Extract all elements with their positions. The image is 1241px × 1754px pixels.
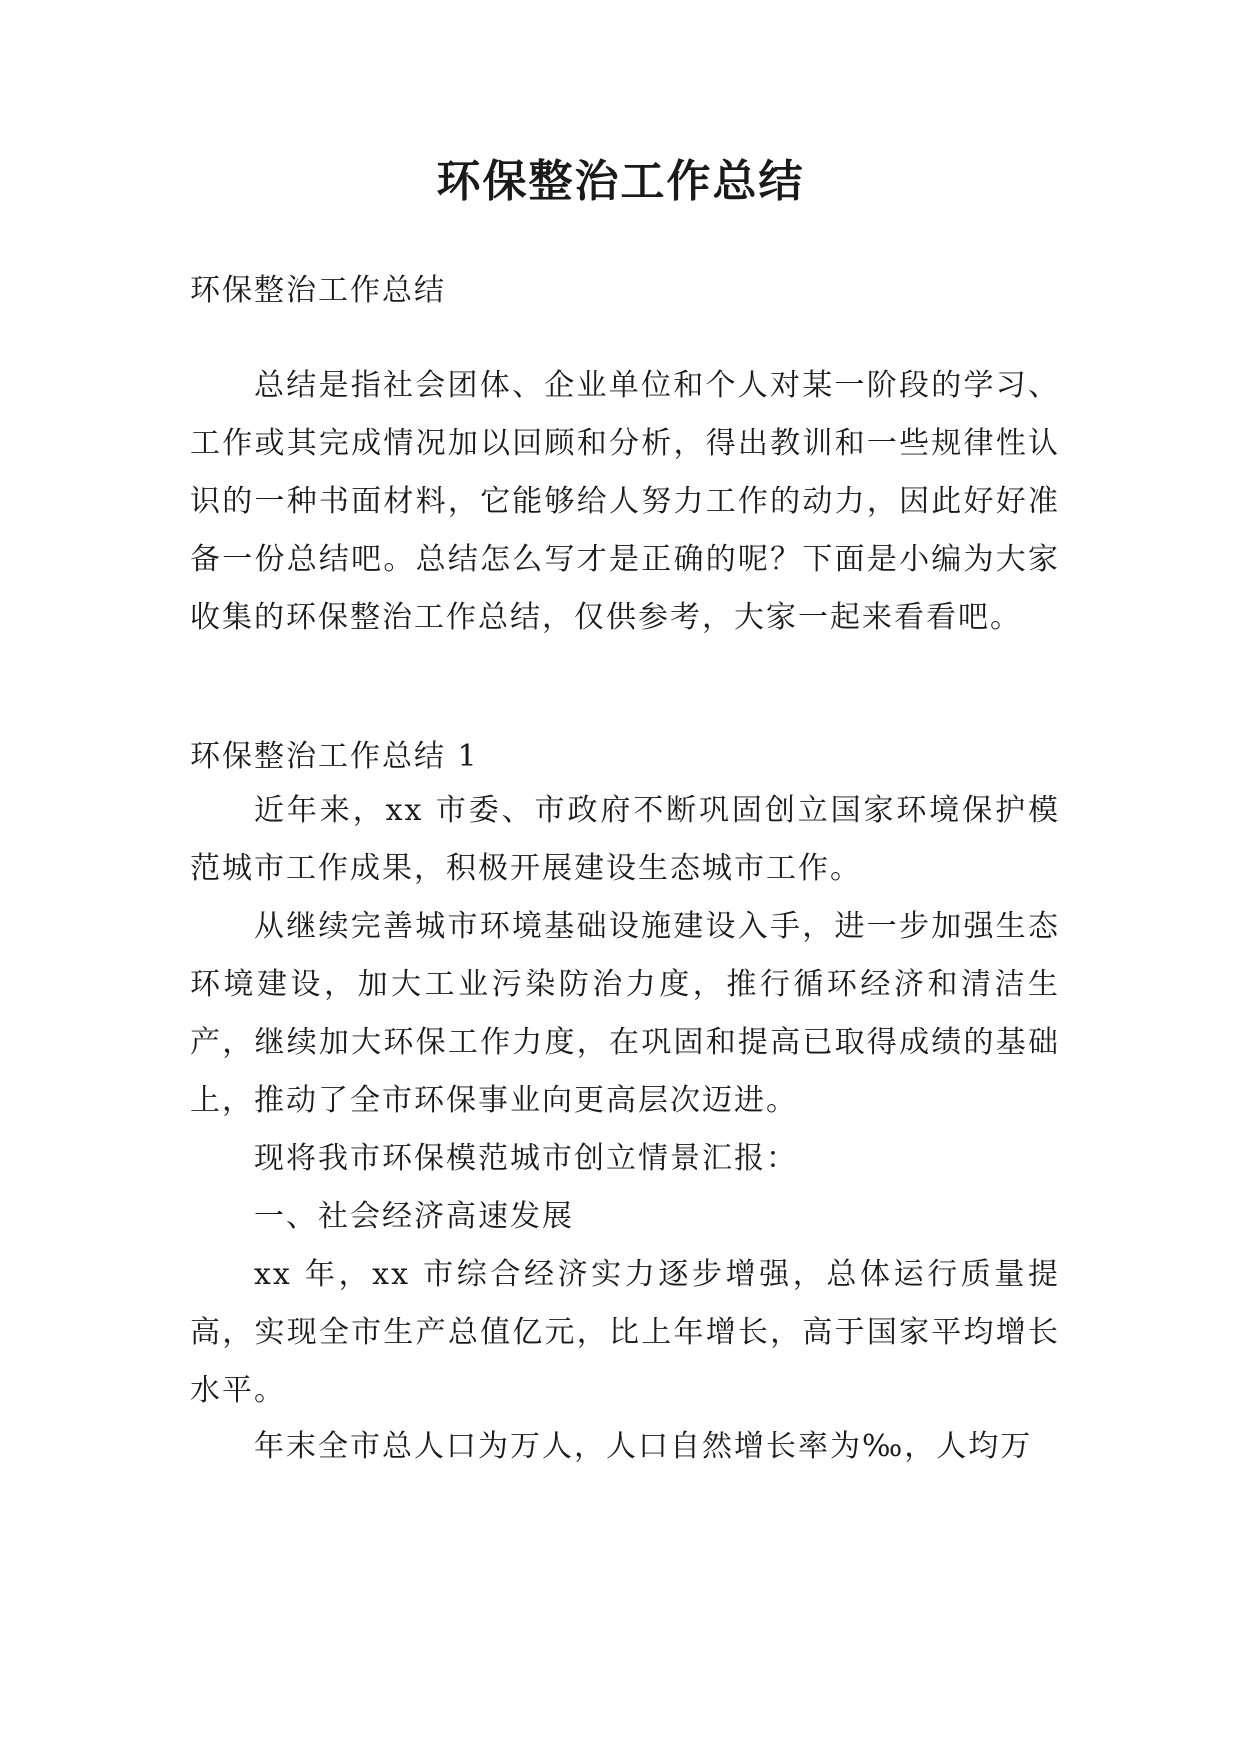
document-title: 环保整治工作总结 [436,156,805,207]
body-paragraph: 年末全市总人口为万人，人口自然增长率为‰，人均万 [254,1429,1033,1464]
section-heading: 环保整治工作总结 1 [190,739,479,774]
body-paragraph: 从继续完善城市环境基础设施建设入手，进一步加强生态环境建设，加大工业污染防治力度，推行循环经济和清洁生产，继续加大环保工作力度，在巩固和提高已取得成绩的基础上，推动了全市环保事业向更高层次迈进。 [190,909,1060,1118]
body-paragraph: xx 年，xx 市综合经济实力逐步增强，总体运行质量提高，实现全市生产总值亿元，比上年增长，高于国家平均增长水平。 [190,1257,1060,1408]
body-paragraph: 一、社会经济高速发展 [254,1199,574,1234]
body-paragraph: 现将我市环保模范城市创立情景汇报： [254,1141,798,1176]
intro-paragraph: 总结是指社会团体、企业单位和个人对某一阶段的学习、工作或其完成情况加以回顾和分析，得出教训和一些规律性认识的一种书面材料，它能够给人努力工作的动力，因此好好准备一份总结吧。总结怎么写才是正确的呢？下面是小编为大家收集的环保整治工作总结，仅供参考，大家一起来看看吧。 [190,368,1060,635]
body-paragraph: 近年来，xx 市委、市政府不断巩固创立国家环境保护模范城市工作成果，积极开展建设生态城市工作。 [190,793,1060,886]
document-subtitle: 环保整治工作总结 [190,273,446,308]
